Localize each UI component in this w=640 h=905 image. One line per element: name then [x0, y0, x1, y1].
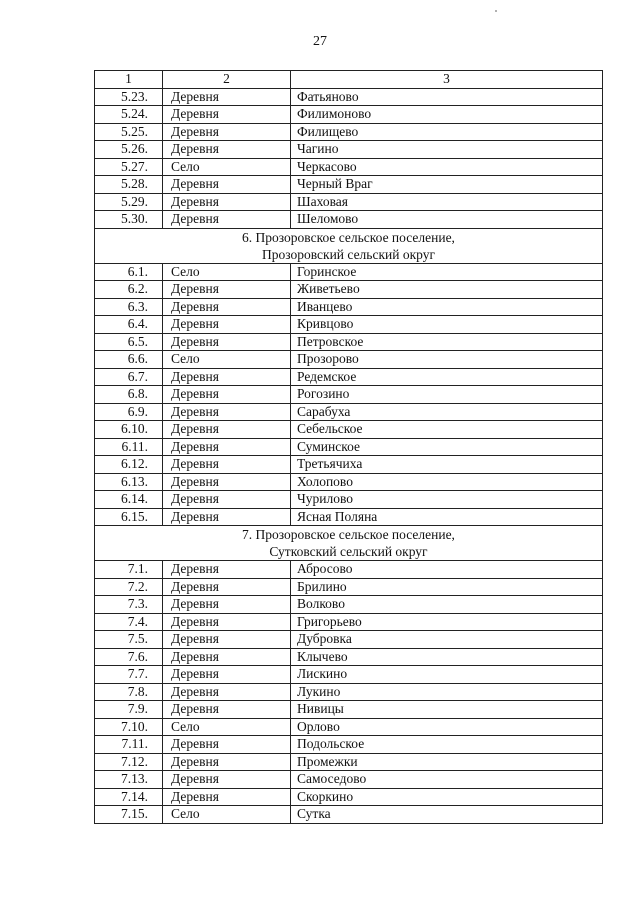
row-number: 7.11.	[95, 736, 163, 754]
table-row	[95, 176, 603, 194]
row-number: 7.6.	[95, 648, 163, 666]
settlement-type: Деревня	[163, 88, 291, 106]
settlement-name: Фатьяново	[291, 88, 603, 106]
settlement-type: Деревня	[163, 123, 291, 141]
table-row	[95, 211, 603, 229]
settlement-type: Деревня	[163, 491, 291, 509]
table-row	[95, 648, 603, 666]
settlement-name: Подольское	[291, 736, 603, 754]
settlement-name: Черкасово	[291, 158, 603, 176]
settlement-name: Филищево	[291, 123, 603, 141]
section-heading-line: 6. Прозоровское сельское поселение,	[242, 229, 455, 245]
settlement-name: Скоркино	[291, 788, 603, 806]
settlement-name: Шаховая	[291, 193, 603, 211]
settlement-type: Деревня	[163, 613, 291, 631]
settlement-type: Деревня	[163, 753, 291, 771]
table-row	[95, 718, 603, 736]
row-number: 7.9.	[95, 701, 163, 719]
row-number: 5.30.	[95, 211, 163, 229]
table-row	[95, 631, 603, 649]
settlement-type: Деревня	[163, 368, 291, 386]
settlement-name: Горинское	[291, 263, 603, 281]
table-row	[95, 88, 603, 106]
settlement-type: Деревня	[163, 683, 291, 701]
settlement-type: Деревня	[163, 333, 291, 351]
settlement-name: Чагино	[291, 141, 603, 159]
row-number: 5.29.	[95, 193, 163, 211]
section-heading	[95, 526, 603, 561]
settlement-name: Рогозино	[291, 386, 603, 404]
row-number: 6.11.	[95, 438, 163, 456]
settlement-name: Клычево	[291, 648, 603, 666]
settlement-type: Деревня	[163, 736, 291, 754]
settlement-type: Деревня	[163, 386, 291, 404]
settlement-type: Деревня	[163, 438, 291, 456]
settlement-name: Волково	[291, 596, 603, 614]
row-number: 5.24.	[95, 106, 163, 124]
header-cell-name: 3	[291, 71, 603, 89]
table-row	[95, 281, 603, 299]
settlement-name: Брилино	[291, 578, 603, 596]
settlement-type: Деревня	[163, 578, 291, 596]
row-number: 6.13.	[95, 473, 163, 491]
settlement-name: Себельское	[291, 421, 603, 439]
row-number: 7.10.	[95, 718, 163, 736]
row-number: 5.25.	[95, 123, 163, 141]
section-heading-row	[95, 526, 603, 561]
settlement-type: Деревня	[163, 596, 291, 614]
settlement-type: Деревня	[163, 298, 291, 316]
table-row	[95, 141, 603, 159]
table-row	[95, 613, 603, 631]
settlement-name: Лискино	[291, 666, 603, 684]
table-row	[95, 263, 603, 281]
settlement-name: Сутка	[291, 806, 603, 824]
settlement-name: Сарабуха	[291, 403, 603, 421]
settlement-name: Орлово	[291, 718, 603, 736]
settlement-type: Деревня	[163, 473, 291, 491]
settlement-type: Село	[163, 158, 291, 176]
settlement-type: Деревня	[163, 403, 291, 421]
settlement-name: Петровское	[291, 333, 603, 351]
table-row	[95, 298, 603, 316]
table-row	[95, 351, 603, 369]
row-number: 7.12.	[95, 753, 163, 771]
settlement-name: Нивицы	[291, 701, 603, 719]
table-row	[95, 456, 603, 474]
table-row	[95, 386, 603, 404]
table-row	[95, 806, 603, 824]
settlement-name: Холопово	[291, 473, 603, 491]
settlement-type: Деревня	[163, 701, 291, 719]
settlement-name: Черный Враг	[291, 176, 603, 194]
settlement-type: Деревня	[163, 176, 291, 194]
settlement-name: Шеломово	[291, 211, 603, 229]
settlement-type: Деревня	[163, 421, 291, 439]
table-row	[95, 333, 603, 351]
settlement-name: Григорьево	[291, 613, 603, 631]
row-number: 6.12.	[95, 456, 163, 474]
settlement-name: Филимоново	[291, 106, 603, 124]
settlement-name: Третьячиха	[291, 456, 603, 474]
row-number: 6.5.	[95, 333, 163, 351]
table-row	[95, 316, 603, 334]
settlement-type: Деревня	[163, 771, 291, 789]
row-number: 6.3.	[95, 298, 163, 316]
settlement-type: Село	[163, 351, 291, 369]
row-number: 6.9.	[95, 403, 163, 421]
settlement-type: Село	[163, 263, 291, 281]
table-row	[95, 106, 603, 124]
settlement-type: Деревня	[163, 648, 291, 666]
settlement-type: Деревня	[163, 666, 291, 684]
row-number: 7.14.	[95, 788, 163, 806]
table-row	[95, 473, 603, 491]
table-row	[95, 368, 603, 386]
table-row	[95, 123, 603, 141]
row-number: 5.27.	[95, 158, 163, 176]
section-heading-line: 7. Прозоровское сельское поселение,	[242, 527, 455, 542]
row-number: 7.15.	[95, 806, 163, 824]
row-number: 6.6.	[95, 351, 163, 369]
settlement-name: Промежки	[291, 753, 603, 771]
section-heading	[95, 228, 603, 263]
row-number: 7.2.	[95, 578, 163, 596]
settlement-type: Деревня	[163, 211, 291, 229]
settlement-type: Деревня	[163, 193, 291, 211]
row-number: 7.13.	[95, 771, 163, 789]
table-row	[95, 508, 603, 526]
table-row	[95, 683, 603, 701]
row-number: 7.1.	[95, 561, 163, 579]
section-heading-line: Сутковский сельский округ	[269, 544, 428, 559]
table-row	[95, 193, 603, 211]
settlement-name: Иванцево	[291, 298, 603, 316]
row-number: 6.10.	[95, 421, 163, 439]
page-number: 27	[313, 34, 327, 49]
settlement-name: Самоседово	[291, 771, 603, 789]
settlement-type: Деревня	[163, 106, 291, 124]
table-row	[95, 158, 603, 176]
table-row	[95, 421, 603, 439]
settlement-type: Деревня	[163, 508, 291, 526]
settlement-name: Дубровка	[291, 631, 603, 649]
scan-speck	[495, 10, 497, 12]
row-number: 7.5.	[95, 631, 163, 649]
row-number: 6.8.	[95, 386, 163, 404]
settlement-type: Деревня	[163, 631, 291, 649]
table-row	[95, 561, 603, 579]
row-number: 5.26.	[95, 141, 163, 159]
settlement-name: Ясная Поляна	[291, 508, 603, 526]
table-body	[95, 71, 603, 824]
settlement-type: Деревня	[163, 561, 291, 579]
row-number: 6.2.	[95, 281, 163, 299]
table-row	[95, 701, 603, 719]
row-number: 7.4.	[95, 613, 163, 631]
row-number: 7.8.	[95, 683, 163, 701]
table-row	[95, 753, 603, 771]
header-cell-number: 1	[95, 71, 163, 89]
settlement-name: Лукино	[291, 683, 603, 701]
table-row	[95, 596, 603, 614]
row-number: 7.7.	[95, 666, 163, 684]
settlement-type: Деревня	[163, 456, 291, 474]
settlement-name: Живетьево	[291, 281, 603, 299]
header-row	[95, 71, 603, 89]
row-number: 6.14.	[95, 491, 163, 509]
row-number: 6.15.	[95, 508, 163, 526]
row-number: 5.23.	[95, 88, 163, 106]
row-number: 6.7.	[95, 368, 163, 386]
table-row	[95, 771, 603, 789]
settlement-type: Деревня	[163, 141, 291, 159]
settlements-table	[94, 70, 603, 824]
row-number: 6.4.	[95, 316, 163, 334]
row-number: 5.28.	[95, 176, 163, 194]
settlement-type: Деревня	[163, 281, 291, 299]
section-heading-row	[95, 228, 603, 263]
settlement-name: Абросово	[291, 561, 603, 579]
table-row	[95, 666, 603, 684]
table-row	[95, 491, 603, 509]
settlement-type: Деревня	[163, 788, 291, 806]
header-cell-type: 2	[163, 71, 291, 89]
table-row	[95, 403, 603, 421]
table-row	[95, 438, 603, 456]
settlement-type: Деревня	[163, 316, 291, 334]
row-number: 6.1.	[95, 263, 163, 281]
settlement-name: Кривцово	[291, 316, 603, 334]
settlement-name: Чурилово	[291, 491, 603, 509]
settlement-type: Село	[163, 718, 291, 736]
table-row	[95, 736, 603, 754]
section-heading-line: Прозоровский сельский округ	[261, 246, 435, 262]
settlement-type: Село	[163, 806, 291, 824]
table-row	[95, 788, 603, 806]
row-number: 7.3.	[95, 596, 163, 614]
settlement-name: Прозорово	[291, 351, 603, 369]
settlement-name: Суминское	[291, 438, 603, 456]
settlement-name: Редемское	[291, 368, 603, 386]
table-row	[95, 578, 603, 596]
